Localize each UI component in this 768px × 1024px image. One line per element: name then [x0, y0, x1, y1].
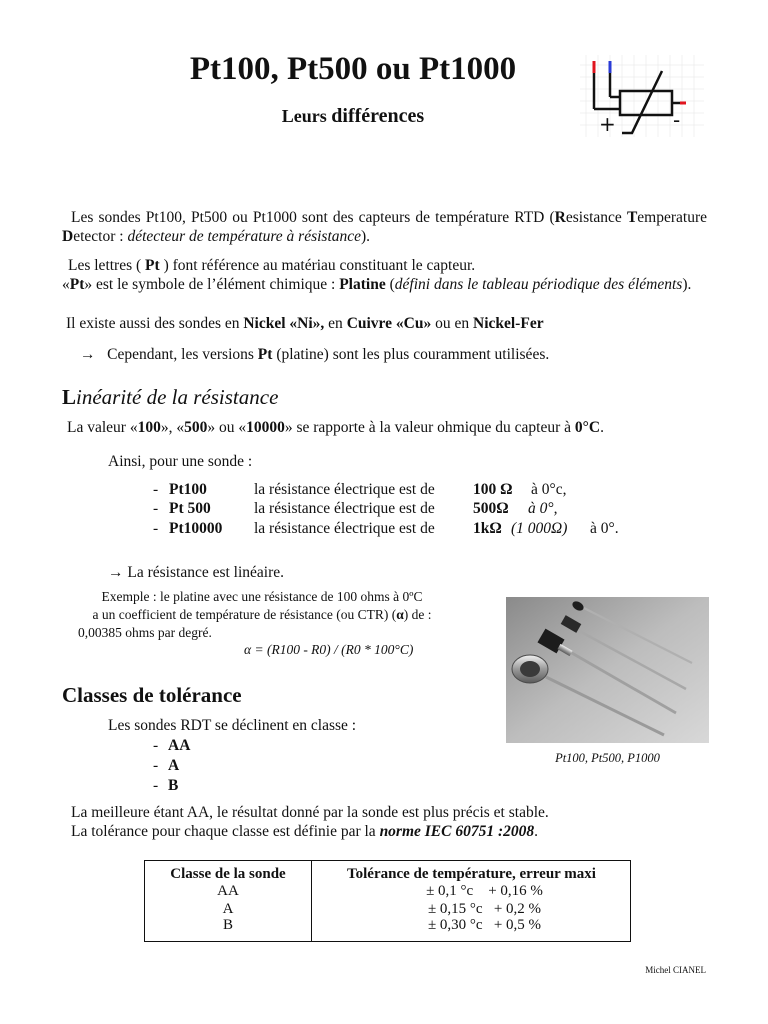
- linearity-paragraph: La valeur «100», «500» ou «10000» se rapporte à la valeur ohmique du capteur à 0°C.: [67, 419, 604, 436]
- tolerance-paragraph-1: La meilleure étant AA, le résultat donné par la sonde est plus précis et stable.: [71, 804, 549, 821]
- subtitle-part2: différences: [331, 105, 425, 127]
- tolerance-table: [144, 860, 631, 942]
- table-cell: AA: [217, 883, 239, 899]
- linearity-heading: Linéarité de la résistance: [62, 385, 279, 409]
- table-cell: ± 0,1 °c + 0,16 %: [426, 883, 543, 899]
- subtitle-part1: Leurs: [281, 106, 332, 126]
- linearity-intro: Ainsi, pour une sonde :: [108, 453, 253, 470]
- symbol-plus: +: [599, 112, 616, 136]
- table-header: Classe de la sonde: [170, 866, 286, 882]
- linearity-conclusion: → La résistance est linéaire.: [108, 564, 285, 581]
- intro-paragraph-4: Il existe aussi des sondes en Nickel «Ni», en Cuivre «Cu» ou en Nickel-Fer: [66, 315, 544, 332]
- author-name: Michel CIANEL: [645, 965, 706, 975]
- thermistor-symbol-icon: [580, 55, 704, 137]
- intro-paragraph-1: Les sondes Pt100, Pt500 ou Pt1000 sont des capteurs de température RTD (Resistance Temperature Detector : détecteur de température à résistance).: [62, 209, 707, 245]
- table-cell: ± 0,15 °c + 0,2 %: [427, 901, 542, 917]
- intro-paragraph-2: Les lettres ( Pt ) font référence au matériau constituant le capteur.: [68, 257, 476, 274]
- alpha-formula: α = (R100 - R0) / (R0 * 100°C): [244, 642, 414, 657]
- arrow-icon: →: [80, 346, 96, 363]
- example-note: Exemple : le platine avec une résistance de 100 ohms à 0ºC a un coefficient de température de résistance (ou CTR) (α) de : 0,00385 ohms par degré.: [78, 589, 432, 640]
- arrow-icon: →: [108, 564, 124, 581]
- intro-paragraph-5: → Cependant, les versions Pt (platine) sont les plus couramment utilisées.: [80, 346, 550, 363]
- table-cell: A: [222, 901, 234, 917]
- table-cell: B: [222, 917, 233, 933]
- photo-caption: Pt100, Pt500, P1000: [555, 751, 660, 765]
- tolerance-intro: Les sondes RDT se déclinent en classe :: [108, 717, 357, 734]
- page-title: Pt100, Pt500 ou Pt1000: [189, 51, 517, 87]
- symbol-minus: -: [673, 108, 681, 132]
- tolerance-heading: Classes de tolérance: [62, 683, 242, 707]
- table-header: Tolérance de température, erreur maxi: [347, 866, 596, 882]
- tolerance-paragraph-2: La tolérance pour chaque classe est définie par la norme IEC 60751 :2008.: [71, 823, 539, 840]
- probe-photo: [506, 597, 709, 743]
- table-cell: ± 0,30 °c + 0,5 %: [427, 917, 542, 933]
- intro-paragraph-3: «Pt» est le symbole de l’élément chimique : Platine (défini dans le tableau périodique des éléments).: [62, 276, 692, 293]
